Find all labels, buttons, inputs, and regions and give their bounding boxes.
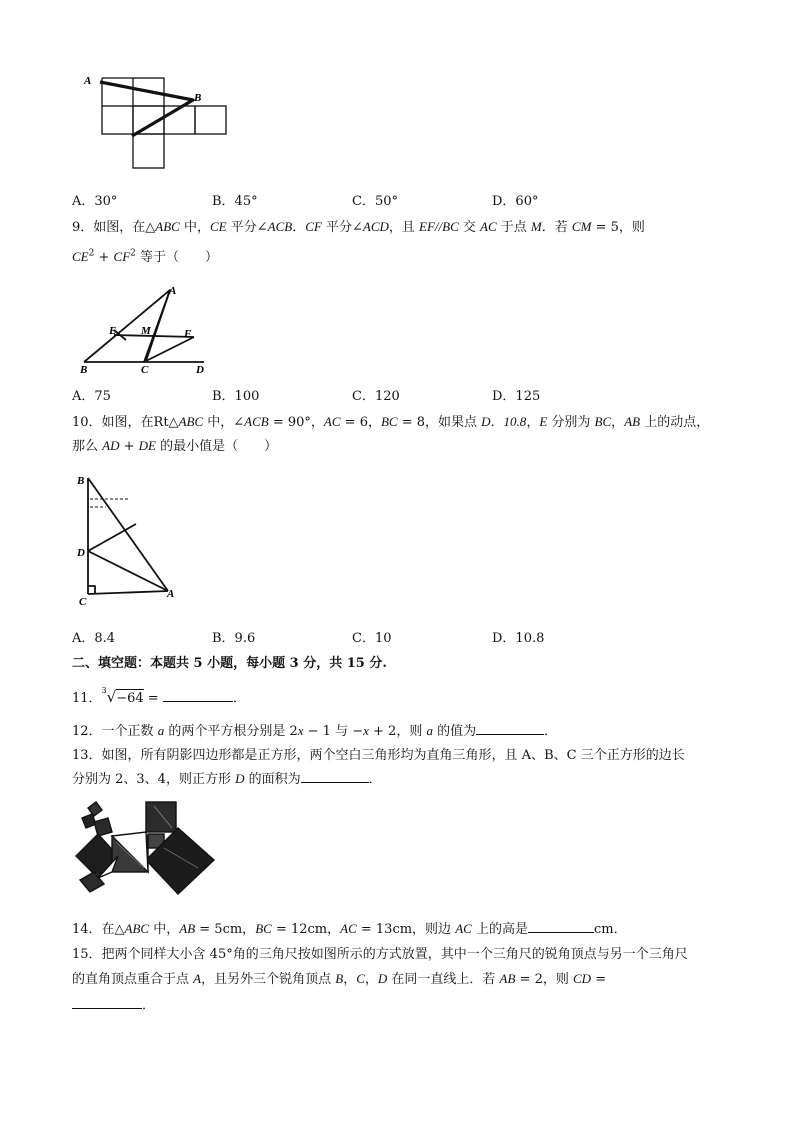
- q10-option-a: A．8.4: [72, 631, 116, 646]
- fig9-label-e: E: [109, 325, 117, 337]
- fig9-label-f: F: [184, 328, 192, 340]
- figure-q13-squares: [74, 798, 220, 904]
- q14-question: 14．在△ABC 中，AB = 5cm，BC = 12cm，AC = 13cm，则边 AC 上的高是 cm．: [72, 921, 627, 937]
- q9-question-line1: 9．如图，在△ABC 中，CE 平分∠ACB．CF 平分∠ACD，且 EF//BC 交 AC 于点 M．若 CM = 5，则: [72, 219, 645, 235]
- q10-question-line1: 10．如图，在Rt△ABC 中，∠ACB = 90°，AC = 6，BC = 8，如果点 D．10.8，E 分别为 BC，AB 上的动点，: [72, 414, 710, 430]
- fig9-label-d: D: [196, 364, 204, 374]
- q13-question-line2: 分别为 2、3、4，则正方形 D 的面积为 ．: [72, 771, 382, 787]
- q9-option-b: B．100: [212, 389, 260, 404]
- fig8-label-a: A: [84, 75, 92, 87]
- q9-option-d: D．125: [492, 389, 541, 404]
- q13-answer-blank[interactable]: [301, 770, 369, 783]
- q8-option-c: C．50°: [352, 194, 398, 209]
- figure-q8-grid: [80, 68, 240, 174]
- q12-answer-blank[interactable]: [476, 722, 544, 735]
- q9-question-line2: $CE^2 + CF^2$ 等于（ ）: [72, 248, 219, 265]
- q9-option-a: A．75: [72, 389, 111, 404]
- fig9-label-b: B: [80, 364, 88, 374]
- q10-question-line2: 那么 AD + DE 的最小值是（ ）: [72, 438, 278, 454]
- q15-answer-line: ．: [72, 994, 155, 1013]
- q11-answer-blank[interactable]: [163, 689, 233, 702]
- fig10-label-b: B: [77, 475, 85, 487]
- fig10-label-c: C: [79, 596, 87, 608]
- q8-option-b: B．45°: [212, 194, 258, 209]
- section-2-heading: 二、填空题：本题共 5 小题，每小题 3 分，共 15 分.: [72, 656, 387, 671]
- q15-answer-blank[interactable]: [72, 996, 142, 1009]
- q11-question: 11．$^3$√−64 = ．: [72, 686, 246, 706]
- fig9-label-a: A: [169, 285, 177, 297]
- figure-q10-right-triangle: [76, 472, 186, 608]
- fig9-label-c: C: [141, 364, 149, 374]
- q14-answer-blank[interactable]: [528, 920, 594, 933]
- q13-question-line1: 13．如图，所有阴影四边形都是正方形，两个空白三角形均为直角三角形，且 A、B、C 三个正方形的边长: [72, 748, 685, 763]
- q8-option-a: A．30°: [72, 194, 118, 209]
- q10-option-c: C．10: [352, 631, 392, 646]
- q10-option-d: D．10.8: [492, 631, 545, 646]
- q12-question: 12．一个正数 a 的两个平方根分别是 2x − 1 与 −x + 2，则 a 的值为 ．: [72, 723, 558, 739]
- figure-q9-triangle: [78, 282, 218, 374]
- q9-option-c: C．120: [352, 389, 400, 404]
- q15-question-line2: 的直角顶点重合于点 A，且另外三个锐角顶点 B，C，D 在同一直线上．若 AB = 2，则 CD =: [72, 971, 607, 987]
- q15-question-line1: 15．把两个同样大小含 45°角的三角尺按如图所示的方式放置，其中一个三角尺的锐角顶点与另一个三角尺: [72, 947, 688, 962]
- q10-option-b: B．9.6: [212, 631, 256, 646]
- fig9-label-m: M: [141, 325, 151, 337]
- fig10-label-d: D: [77, 547, 85, 559]
- fig8-label-b: B: [194, 92, 202, 104]
- q8-option-d: D．60°: [492, 194, 539, 209]
- fig10-label-a: A: [167, 588, 175, 600]
